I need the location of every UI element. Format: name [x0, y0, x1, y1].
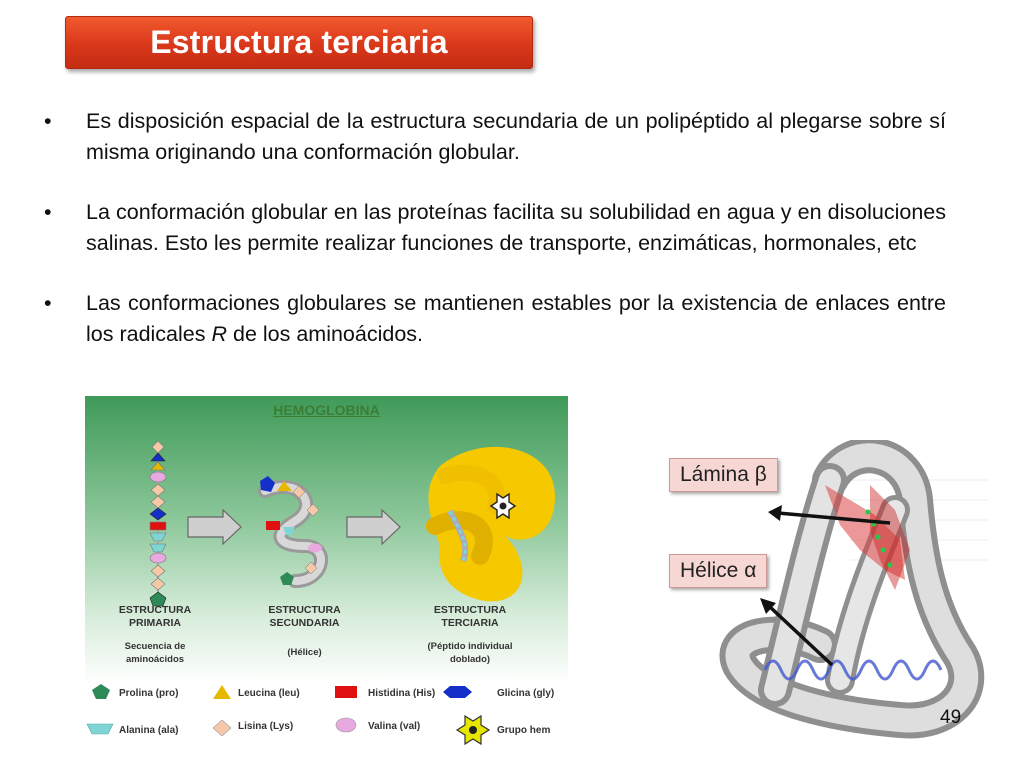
legend-label: Alanina (ala) [119, 725, 179, 736]
bullet-item [44, 197, 946, 259]
arrow-2-icon [347, 510, 400, 544]
valina-icon [336, 718, 356, 732]
legend-label: Grupo hem [497, 725, 551, 736]
stage-note-line: doblado) [449, 654, 491, 665]
title-banner [65, 16, 533, 69]
stage-title-line: TERCIARIA [441, 617, 499, 629]
page-number: 49 [940, 707, 962, 728]
alanina-icon [87, 724, 113, 734]
leucina-icon [213, 685, 231, 699]
tertiary-fold [428, 447, 555, 602]
bullet-marker: • [44, 200, 52, 224]
bullet-list [44, 106, 946, 379]
grupo-hem-icon [457, 716, 489, 744]
figure-heading: HEMOGLOBINA [273, 402, 380, 418]
stage-title-line: ESTRUCTURA [118, 604, 192, 616]
helix-label: Hélice α [669, 554, 767, 588]
legend-label: Glicina (gly) [497, 688, 555, 699]
stage-note-primary [105, 640, 205, 666]
arrow-1-icon [188, 510, 241, 544]
bullet-text: Las conformaciones globulares se mantienen estables por la existencia de enlaces entre los radicales [86, 291, 946, 346]
sheet-label: Lámina β [669, 458, 778, 492]
bullet-item [44, 106, 946, 168]
stage-title-line: ESTRUCTURA [433, 604, 507, 616]
slide-title: Estructura terciaria [150, 24, 448, 60]
bullet-text: Es disposición espacial de la estructura secundaria de un polipéptido al plegarse sobre sí misma originando una conformación globular. [86, 109, 946, 164]
lisina-icon [213, 720, 231, 736]
stage-note-line: (Péptido individual [427, 641, 513, 652]
stage-note-line: aminoácidos [125, 654, 185, 665]
hemoglobin-figure [85, 396, 568, 748]
stage-title-line: ESTRUCTURA [268, 604, 341, 616]
legend-label: Histidina (His) [368, 688, 436, 699]
stage-note-secondary [247, 646, 362, 659]
stage-caption-secondary [247, 604, 362, 630]
legend-label: Leucina (leu) [238, 688, 300, 699]
stage-title-line: SECUNDARIA [269, 617, 340, 629]
stage-note-line: Secuencia de [124, 641, 186, 652]
primary-chain [150, 441, 166, 606]
radical-r: R [211, 322, 228, 346]
stage-caption-tertiary [410, 604, 530, 630]
legend-label: Lisina (Lys) [238, 721, 294, 732]
stage-note-line: (Hélice) [287, 647, 322, 658]
secondary-helix [260, 476, 322, 585]
stage-caption-primary [105, 604, 205, 630]
bullet-marker: • [44, 291, 52, 315]
legend-label: Valina (val) [368, 721, 421, 732]
bullet-item [44, 288, 946, 350]
stage-title-line: PRIMARIA [129, 617, 181, 629]
bullet-text-end: de los aminoácidos. [227, 322, 424, 346]
bullet-marker: • [44, 109, 52, 133]
prolina-icon [92, 684, 110, 699]
stage-note-tertiary [403, 640, 537, 666]
histidina-icon [335, 686, 357, 698]
legend-label: Prolina (pro) [119, 688, 179, 699]
glicina-icon [443, 686, 472, 698]
bullet-text: La conformación globular en las proteínas facilita su solubilidad en agua y en disoluciones salinas. Esto les permite realizar funciones de transporte, enzimáticas, hormonales, etc [86, 200, 946, 255]
